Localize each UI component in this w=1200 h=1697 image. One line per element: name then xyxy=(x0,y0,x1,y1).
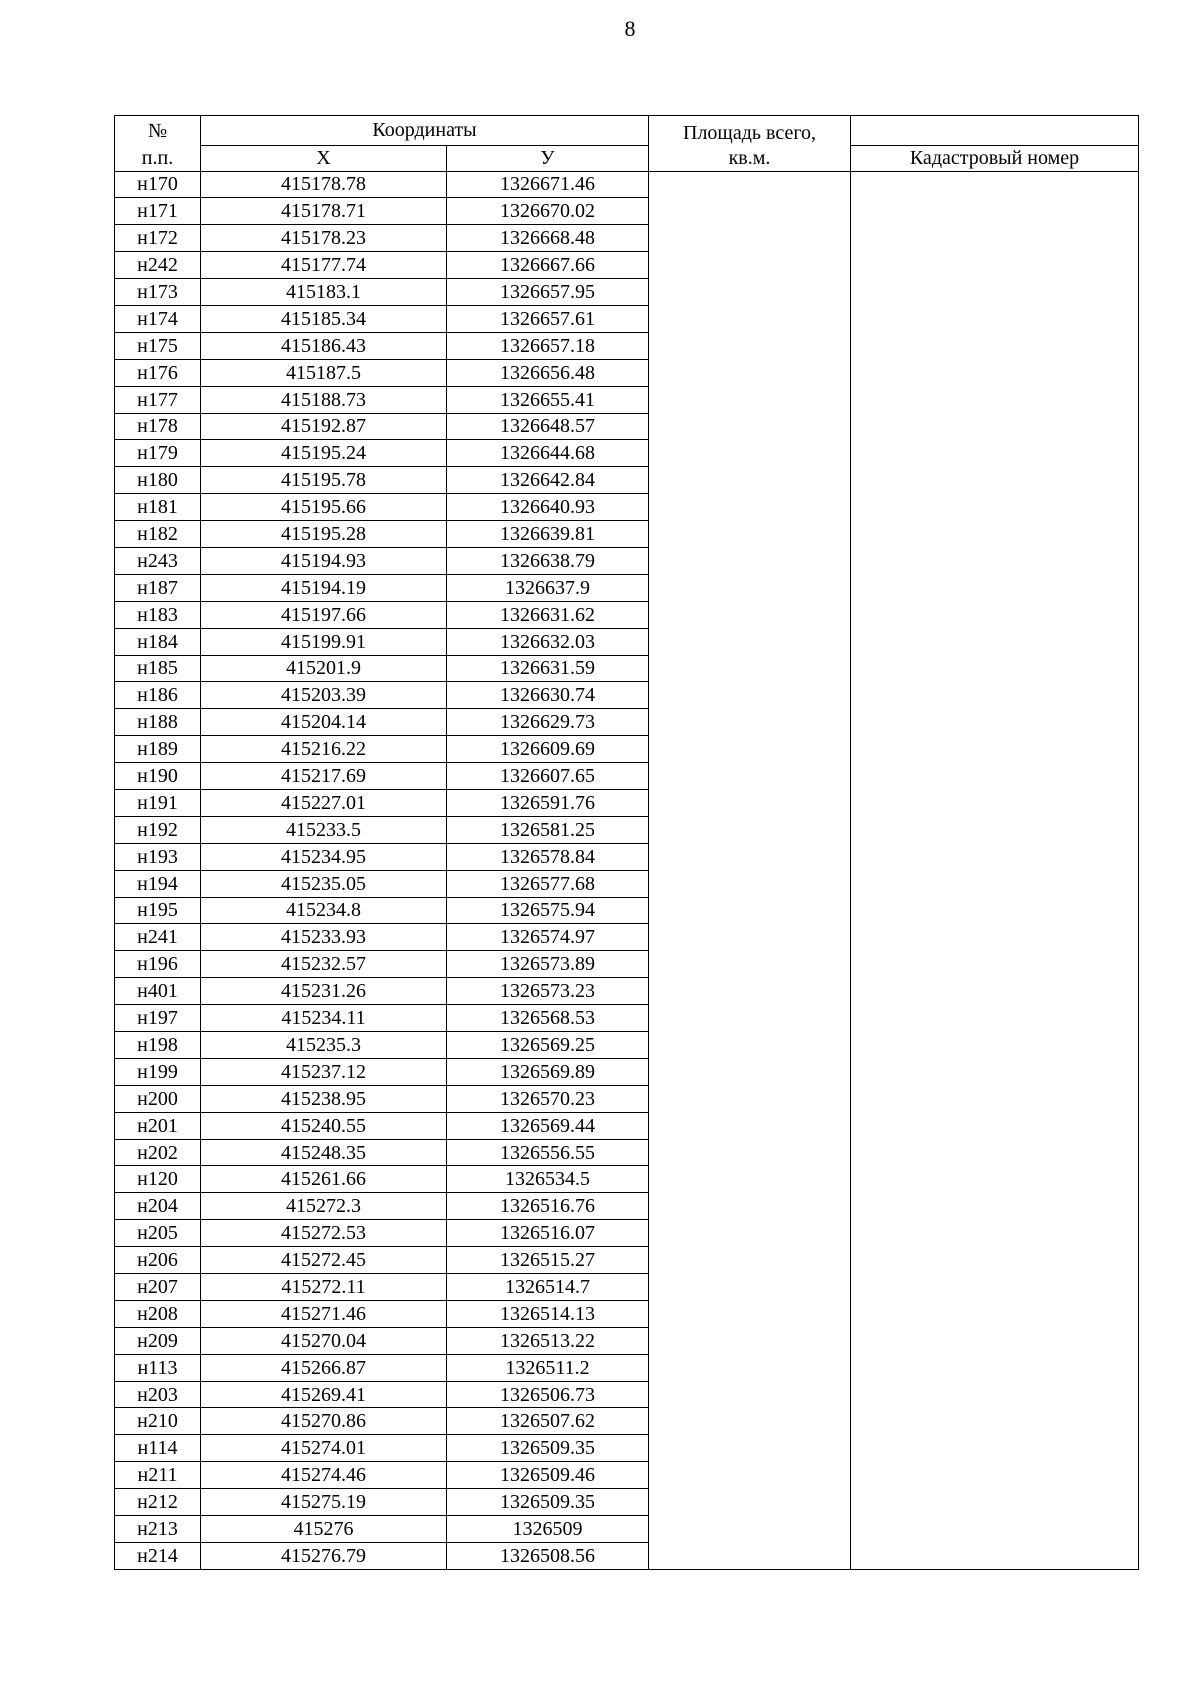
point-id-cell: н185 xyxy=(115,655,201,682)
point-id-cell: н187 xyxy=(115,574,201,601)
x-coordinate-cell: 415237.12 xyxy=(201,1058,447,1085)
x-coordinate-cell: 415270.04 xyxy=(201,1327,447,1354)
point-id-cell: н184 xyxy=(115,628,201,655)
point-id-cell: н196 xyxy=(115,951,201,978)
point-id-cell: н243 xyxy=(115,547,201,574)
header-coordinates: Координаты xyxy=(201,116,649,146)
point-id-cell: н173 xyxy=(115,279,201,306)
y-coordinate-cell: 1326574.97 xyxy=(447,924,649,951)
x-coordinate-cell: 415227.01 xyxy=(201,789,447,816)
point-id-cell: н209 xyxy=(115,1327,201,1354)
y-coordinate-cell: 1326637.9 xyxy=(447,574,649,601)
y-coordinate-cell: 1326515.27 xyxy=(447,1247,649,1274)
y-coordinate-cell: 1326509.35 xyxy=(447,1435,649,1462)
x-coordinate-cell: 415234.8 xyxy=(201,897,447,924)
point-id-cell: н210 xyxy=(115,1408,201,1435)
point-id-cell: н208 xyxy=(115,1300,201,1327)
x-coordinate-cell: 415235.05 xyxy=(201,870,447,897)
y-coordinate-cell: 1326648.57 xyxy=(447,413,649,440)
header-cadastral-number: Кадастровый номер xyxy=(851,145,1139,171)
point-id-cell: н171 xyxy=(115,198,201,225)
x-coordinate-cell: 415199.91 xyxy=(201,628,447,655)
table-header-row-2 xyxy=(115,145,1139,171)
point-id-cell: н212 xyxy=(115,1489,201,1516)
point-id-cell: н182 xyxy=(115,521,201,548)
point-id-cell: н120 xyxy=(115,1166,201,1193)
x-coordinate-cell: 415248.35 xyxy=(201,1139,447,1166)
y-coordinate-cell: 1326511.2 xyxy=(447,1354,649,1381)
y-coordinate-cell: 1326656.48 xyxy=(447,359,649,386)
point-id-cell: н172 xyxy=(115,225,201,252)
area-total-cell xyxy=(649,171,851,1569)
table-header-row-1 xyxy=(115,116,1139,146)
y-coordinate-cell: 1326631.62 xyxy=(447,601,649,628)
point-id-cell: н204 xyxy=(115,1193,201,1220)
y-coordinate-cell: 1326508.56 xyxy=(447,1542,649,1569)
x-coordinate-cell: 415195.24 xyxy=(201,440,447,467)
y-coordinate-cell: 1326630.74 xyxy=(447,682,649,709)
x-coordinate-cell: 415232.57 xyxy=(201,951,447,978)
y-coordinate-cell: 1326638.79 xyxy=(447,547,649,574)
x-coordinate-cell: 415201.9 xyxy=(201,655,447,682)
x-coordinate-cell: 415216.22 xyxy=(201,736,447,763)
y-coordinate-cell: 1326509.46 xyxy=(447,1462,649,1489)
y-coordinate-cell: 1326573.23 xyxy=(447,978,649,1005)
y-coordinate-cell: 1326642.84 xyxy=(447,467,649,494)
point-id-cell: н191 xyxy=(115,789,201,816)
y-coordinate-cell: 1326516.07 xyxy=(447,1220,649,1247)
y-coordinate-cell: 1326514.7 xyxy=(447,1274,649,1301)
point-id-cell: н186 xyxy=(115,682,201,709)
x-coordinate-cell: 415178.78 xyxy=(201,171,447,198)
point-id-cell: н193 xyxy=(115,843,201,870)
point-id-cell: н170 xyxy=(115,171,201,198)
y-coordinate-cell: 1326509.35 xyxy=(447,1489,649,1516)
y-coordinate-cell: 1326516.76 xyxy=(447,1193,649,1220)
x-coordinate-cell: 415178.71 xyxy=(201,198,447,225)
point-id-cell: н189 xyxy=(115,736,201,763)
point-id-cell: н201 xyxy=(115,1112,201,1139)
x-coordinate-cell: 415197.66 xyxy=(201,601,447,628)
y-coordinate-cell: 1326657.95 xyxy=(447,279,649,306)
point-id-cell: н113 xyxy=(115,1354,201,1381)
point-id-cell: н177 xyxy=(115,386,201,413)
y-coordinate-cell: 1326667.66 xyxy=(447,252,649,279)
x-coordinate-cell: 415234.11 xyxy=(201,1005,447,1032)
y-coordinate-cell: 1326506.73 xyxy=(447,1381,649,1408)
point-id-cell: н242 xyxy=(115,252,201,279)
x-coordinate-cell: 415272.3 xyxy=(201,1193,447,1220)
y-coordinate-cell: 1326568.53 xyxy=(447,1005,649,1032)
point-id-cell: н198 xyxy=(115,1032,201,1059)
x-coordinate-cell: 415276.79 xyxy=(201,1542,447,1569)
y-coordinate-cell: 1326671.46 xyxy=(447,171,649,198)
y-coordinate-cell: 1326556.55 xyxy=(447,1139,649,1166)
point-id-cell: н206 xyxy=(115,1247,201,1274)
x-coordinate-cell: 415194.93 xyxy=(201,547,447,574)
x-coordinate-cell: 415183.1 xyxy=(201,279,447,306)
y-coordinate-cell: 1326644.68 xyxy=(447,440,649,467)
y-coordinate-cell: 1326609.69 xyxy=(447,736,649,763)
y-coordinate-cell: 1326569.25 xyxy=(447,1032,649,1059)
x-coordinate-cell: 415188.73 xyxy=(201,386,447,413)
y-coordinate-cell: 1326655.41 xyxy=(447,386,649,413)
x-coordinate-cell: 415238.95 xyxy=(201,1085,447,1112)
y-coordinate-cell: 1326639.81 xyxy=(447,521,649,548)
point-id-cell: н202 xyxy=(115,1139,201,1166)
y-coordinate-cell: 1326514.13 xyxy=(447,1300,649,1327)
x-coordinate-cell: 415195.66 xyxy=(201,494,447,521)
header-number-line2: п.п. xyxy=(115,145,201,171)
x-coordinate-cell: 415271.46 xyxy=(201,1300,447,1327)
header-y: У xyxy=(447,145,649,171)
y-coordinate-cell: 1326640.93 xyxy=(447,494,649,521)
point-id-cell: н203 xyxy=(115,1381,201,1408)
x-coordinate-cell: 415204.14 xyxy=(201,709,447,736)
y-coordinate-cell: 1326581.25 xyxy=(447,816,649,843)
x-coordinate-cell: 415274.01 xyxy=(201,1435,447,1462)
y-coordinate-cell: 1326632.03 xyxy=(447,628,649,655)
point-id-cell: н207 xyxy=(115,1274,201,1301)
x-coordinate-cell: 415272.45 xyxy=(201,1247,447,1274)
x-coordinate-cell: 415231.26 xyxy=(201,978,447,1005)
x-coordinate-cell: 415177.74 xyxy=(201,252,447,279)
header-area-line1: Площадь всего, xyxy=(649,116,851,146)
point-id-cell: н176 xyxy=(115,359,201,386)
point-id-cell: н194 xyxy=(115,870,201,897)
page-number: 8 xyxy=(624,16,636,41)
y-coordinate-cell: 1326570.23 xyxy=(447,1085,649,1112)
x-coordinate-cell: 415266.87 xyxy=(201,1354,447,1381)
point-id-cell: н175 xyxy=(115,332,201,359)
point-id-cell: н114 xyxy=(115,1435,201,1462)
header-area-line2: кв.м. xyxy=(649,145,851,171)
point-id-cell: н401 xyxy=(115,978,201,1005)
y-coordinate-cell: 1326591.76 xyxy=(447,789,649,816)
point-id-cell: н180 xyxy=(115,467,201,494)
y-coordinate-cell: 1326629.73 xyxy=(447,709,649,736)
point-id-cell: н211 xyxy=(115,1462,201,1489)
x-coordinate-cell: 415270.86 xyxy=(201,1408,447,1435)
point-id-cell: н205 xyxy=(115,1220,201,1247)
y-coordinate-cell: 1326670.02 xyxy=(447,198,649,225)
x-coordinate-cell: 415203.39 xyxy=(201,682,447,709)
point-id-cell: н213 xyxy=(115,1516,201,1543)
y-coordinate-cell: 1326507.62 xyxy=(447,1408,649,1435)
y-coordinate-cell: 1326569.89 xyxy=(447,1058,649,1085)
x-coordinate-cell: 415274.46 xyxy=(201,1462,447,1489)
y-coordinate-cell: 1326569.44 xyxy=(447,1112,649,1139)
x-coordinate-cell: 415185.34 xyxy=(201,305,447,332)
point-id-cell: н214 xyxy=(115,1542,201,1569)
y-coordinate-cell: 1326509 xyxy=(447,1516,649,1543)
x-coordinate-cell: 415272.11 xyxy=(201,1274,447,1301)
point-id-cell: н199 xyxy=(115,1058,201,1085)
table-row xyxy=(115,171,1139,198)
y-coordinate-cell: 1326657.61 xyxy=(447,305,649,332)
y-coordinate-cell: 1326573.89 xyxy=(447,951,649,978)
x-coordinate-cell: 415240.55 xyxy=(201,1112,447,1139)
point-id-cell: н181 xyxy=(115,494,201,521)
x-coordinate-cell: 415275.19 xyxy=(201,1489,447,1516)
x-coordinate-cell: 415234.95 xyxy=(201,843,447,870)
point-id-cell: н192 xyxy=(115,816,201,843)
y-coordinate-cell: 1326657.18 xyxy=(447,332,649,359)
x-coordinate-cell: 415186.43 xyxy=(201,332,447,359)
x-coordinate-cell: 415233.5 xyxy=(201,816,447,843)
point-id-cell: н178 xyxy=(115,413,201,440)
x-coordinate-cell: 415187.5 xyxy=(201,359,447,386)
x-coordinate-cell: 415272.53 xyxy=(201,1220,447,1247)
x-coordinate-cell: 415261.66 xyxy=(201,1166,447,1193)
point-id-cell: н190 xyxy=(115,763,201,790)
x-coordinate-cell: 415233.93 xyxy=(201,924,447,951)
x-coordinate-cell: 415269.41 xyxy=(201,1381,447,1408)
x-coordinate-cell: 415276 xyxy=(201,1516,447,1543)
y-coordinate-cell: 1326575.94 xyxy=(447,897,649,924)
x-coordinate-cell: 415217.69 xyxy=(201,763,447,790)
header-cadastral-top xyxy=(851,116,1139,146)
point-id-cell: н179 xyxy=(115,440,201,467)
y-coordinate-cell: 1326607.65 xyxy=(447,763,649,790)
point-id-cell: н197 xyxy=(115,1005,201,1032)
header-x: Х xyxy=(201,145,447,171)
y-coordinate-cell: 1326513.22 xyxy=(447,1327,649,1354)
x-coordinate-cell: 415235.3 xyxy=(201,1032,447,1059)
point-id-cell: н241 xyxy=(115,924,201,951)
header-number-line1: № xyxy=(115,116,201,146)
x-coordinate-cell: 415192.87 xyxy=(201,413,447,440)
x-coordinate-cell: 415195.28 xyxy=(201,521,447,548)
coordinates-table xyxy=(114,115,1139,1570)
y-coordinate-cell: 1326668.48 xyxy=(447,225,649,252)
y-coordinate-cell: 1326534.5 xyxy=(447,1166,649,1193)
point-id-cell: н200 xyxy=(115,1085,201,1112)
point-id-cell: н174 xyxy=(115,305,201,332)
y-coordinate-cell: 1326631.59 xyxy=(447,655,649,682)
cadastral-number-cell xyxy=(851,171,1139,1569)
point-id-cell: н188 xyxy=(115,709,201,736)
x-coordinate-cell: 415194.19 xyxy=(201,574,447,601)
point-id-cell: н195 xyxy=(115,897,201,924)
point-id-cell: н183 xyxy=(115,601,201,628)
table-body xyxy=(115,171,1139,1569)
x-coordinate-cell: 415178.23 xyxy=(201,225,447,252)
y-coordinate-cell: 1326577.68 xyxy=(447,870,649,897)
x-coordinate-cell: 415195.78 xyxy=(201,467,447,494)
y-coordinate-cell: 1326578.84 xyxy=(447,843,649,870)
